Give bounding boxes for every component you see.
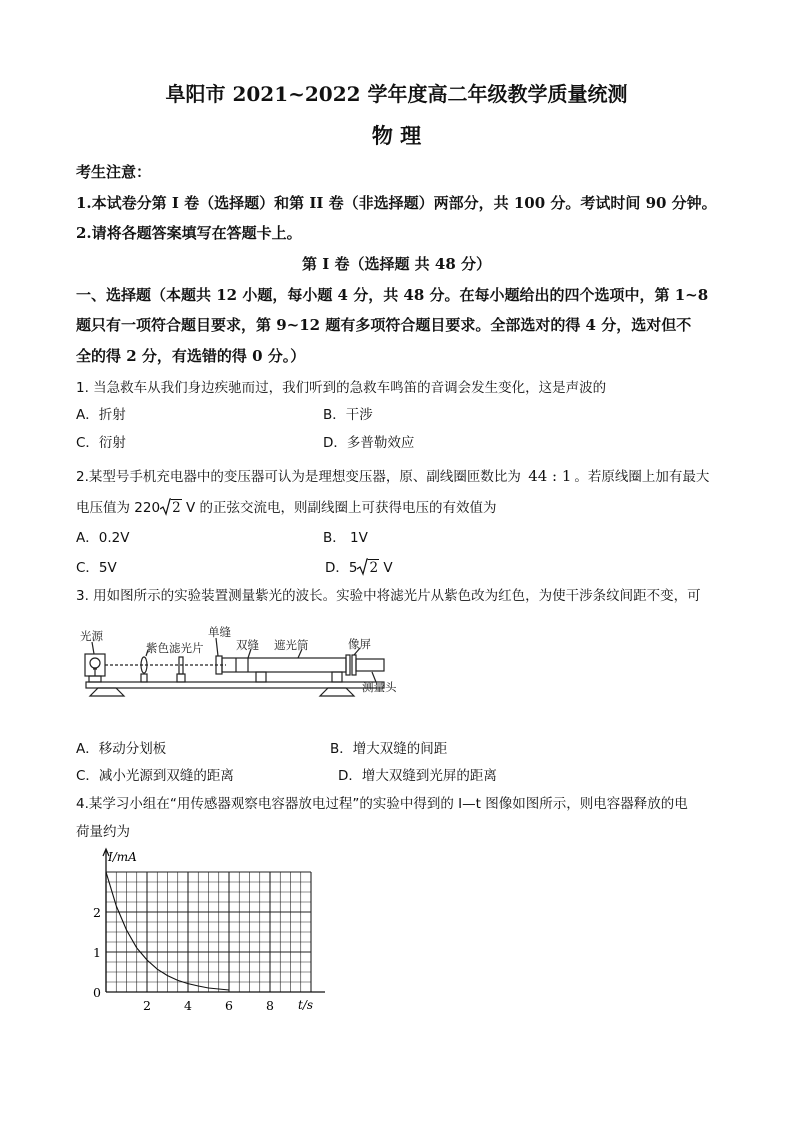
light-shield-tube xyxy=(222,658,346,672)
q2-option-d xyxy=(325,556,393,577)
q4-it-chart xyxy=(76,846,336,1024)
chart-x-axis-label: t/s xyxy=(298,998,314,1012)
label-measuring-head: 测量头 xyxy=(362,680,397,694)
measuring-head xyxy=(356,659,384,671)
chart-grid xyxy=(106,872,311,992)
x-tick-label: 2 xyxy=(143,998,151,1013)
q4-stem-line-1: 4.某学习小组在“用传感器观察电容器放电过程”的实验中得到的 I—t 图像如图所示，则电容器释放的电 xyxy=(76,796,688,812)
q1-option-b: B．干涉 xyxy=(323,407,373,423)
sqrt-icon xyxy=(357,558,368,576)
label-double-slit: 双缝 xyxy=(236,638,259,652)
notice-line-2: 2.请将各题答案填写在答题卡上。 xyxy=(76,224,302,242)
q4-stem-line-2: 荷量约为 xyxy=(76,824,130,840)
notice-heading: 考生注意： xyxy=(76,163,152,181)
optical-bench xyxy=(86,682,384,688)
sqrt-icon xyxy=(160,498,171,516)
q2-stem-line-2 xyxy=(76,496,496,517)
exam-title: 阜阳市 2021~2022 学年度高二年级教学质量统测 xyxy=(165,82,628,106)
bench-support-left xyxy=(90,688,124,696)
section-instructions-1: 一、选择题（本题共 12 小题，每小题 4 分，共 48 分。在每小题给出的四个选项中，第 1~8 xyxy=(76,286,709,304)
q2-stem-text-end: 。若原线圈上加有最大 xyxy=(574,469,710,485)
q2-option-b: B． 1V xyxy=(323,530,368,546)
section-instructions-3: 全的得 2 分，有选错的得 0 分。） xyxy=(76,347,306,365)
q2-option-d-unit: V xyxy=(379,560,393,576)
x-tick-label: 8 xyxy=(266,998,274,1013)
q2-stem-text: 2.某型号手机充电器中的变压器可认为是理想变压器，原、副线圈匝数比为 xyxy=(76,469,521,485)
bench-support-right xyxy=(320,688,354,696)
q2-stem-line-1 xyxy=(76,465,709,485)
label-single-slit: 单缝 xyxy=(208,625,231,639)
q2-option-d-radicand: 2 xyxy=(369,560,379,576)
chart-y-axis-label: I/mA xyxy=(108,850,137,864)
y-tick-label: 2 xyxy=(93,905,101,920)
x-tick-label: 6 xyxy=(225,998,233,1013)
q1-option-a: A．折射 xyxy=(76,407,126,423)
q3-option-b: B．增大双缝的间距 xyxy=(330,741,448,757)
q2-option-c: C．5V xyxy=(76,560,117,576)
q1-option-c: C．衍射 xyxy=(76,435,126,451)
q3-apparatus-diagram xyxy=(76,624,416,714)
x-tick-label: 4 xyxy=(184,998,192,1013)
section-instructions-2: 题只有一项符合题目要求，第 9~12 题有多项符合题目要求。全部选对的得 4 分，选对但不 xyxy=(76,316,692,334)
q2-sqrt-radicand: 2 xyxy=(172,500,181,516)
q3-option-c: C．减小光源到双缝的距离 xyxy=(76,768,234,784)
viewing-screen xyxy=(346,655,350,675)
label-violet-filter: 紫色滤光片 xyxy=(146,641,204,655)
chart-axes xyxy=(103,849,325,992)
label-screen: 像屏 xyxy=(348,637,371,651)
q2-turns-ratio: 44 : 1 xyxy=(528,467,572,485)
label-shield-tube: 遮光筒 xyxy=(274,638,309,652)
q2-option-a: A．0.2V xyxy=(76,530,130,546)
y-tick-label: 1 xyxy=(93,945,101,960)
label-light-source: 光源 xyxy=(80,629,103,643)
subject-title: 物 理 xyxy=(371,123,422,148)
q2-stem-voltage: 电压值为 220 xyxy=(76,500,161,516)
chart-tick-labels xyxy=(93,905,274,1013)
section-title: 第 I 卷（选择题 共 48 分） xyxy=(301,255,491,273)
q2-stem-rest: V 的正弦交流电，则副线圈上可获得电压的有效值为 xyxy=(181,500,497,516)
notice-line-1: 1.本试卷分第 I 卷（选择题）和第 II 卷（非选择题）两部分，共 100 分。考试时间 90 分钟。 xyxy=(76,194,717,212)
q3-stem: 3. 用如图所示的实验装置测量紫光的波长。实验中将滤光片从紫色改为红色，为使干涉条纹间距不变，可 xyxy=(76,588,701,604)
q3-option-d: D．增大双缝到光屏的距离 xyxy=(338,768,497,784)
q3-option-a: A．移动分划板 xyxy=(76,741,167,757)
q1-option-d: D．多普勒效应 xyxy=(323,435,415,451)
q2-option-d-text: D．5 xyxy=(325,560,358,576)
bulb-icon xyxy=(90,658,100,668)
q1-stem: 1. 当急救车从我们身边疾驰而过，我们听到的急救车鸣笛的音调会发生变化，这是声波的 xyxy=(76,380,607,396)
y-tick-label: 0 xyxy=(93,985,101,1000)
